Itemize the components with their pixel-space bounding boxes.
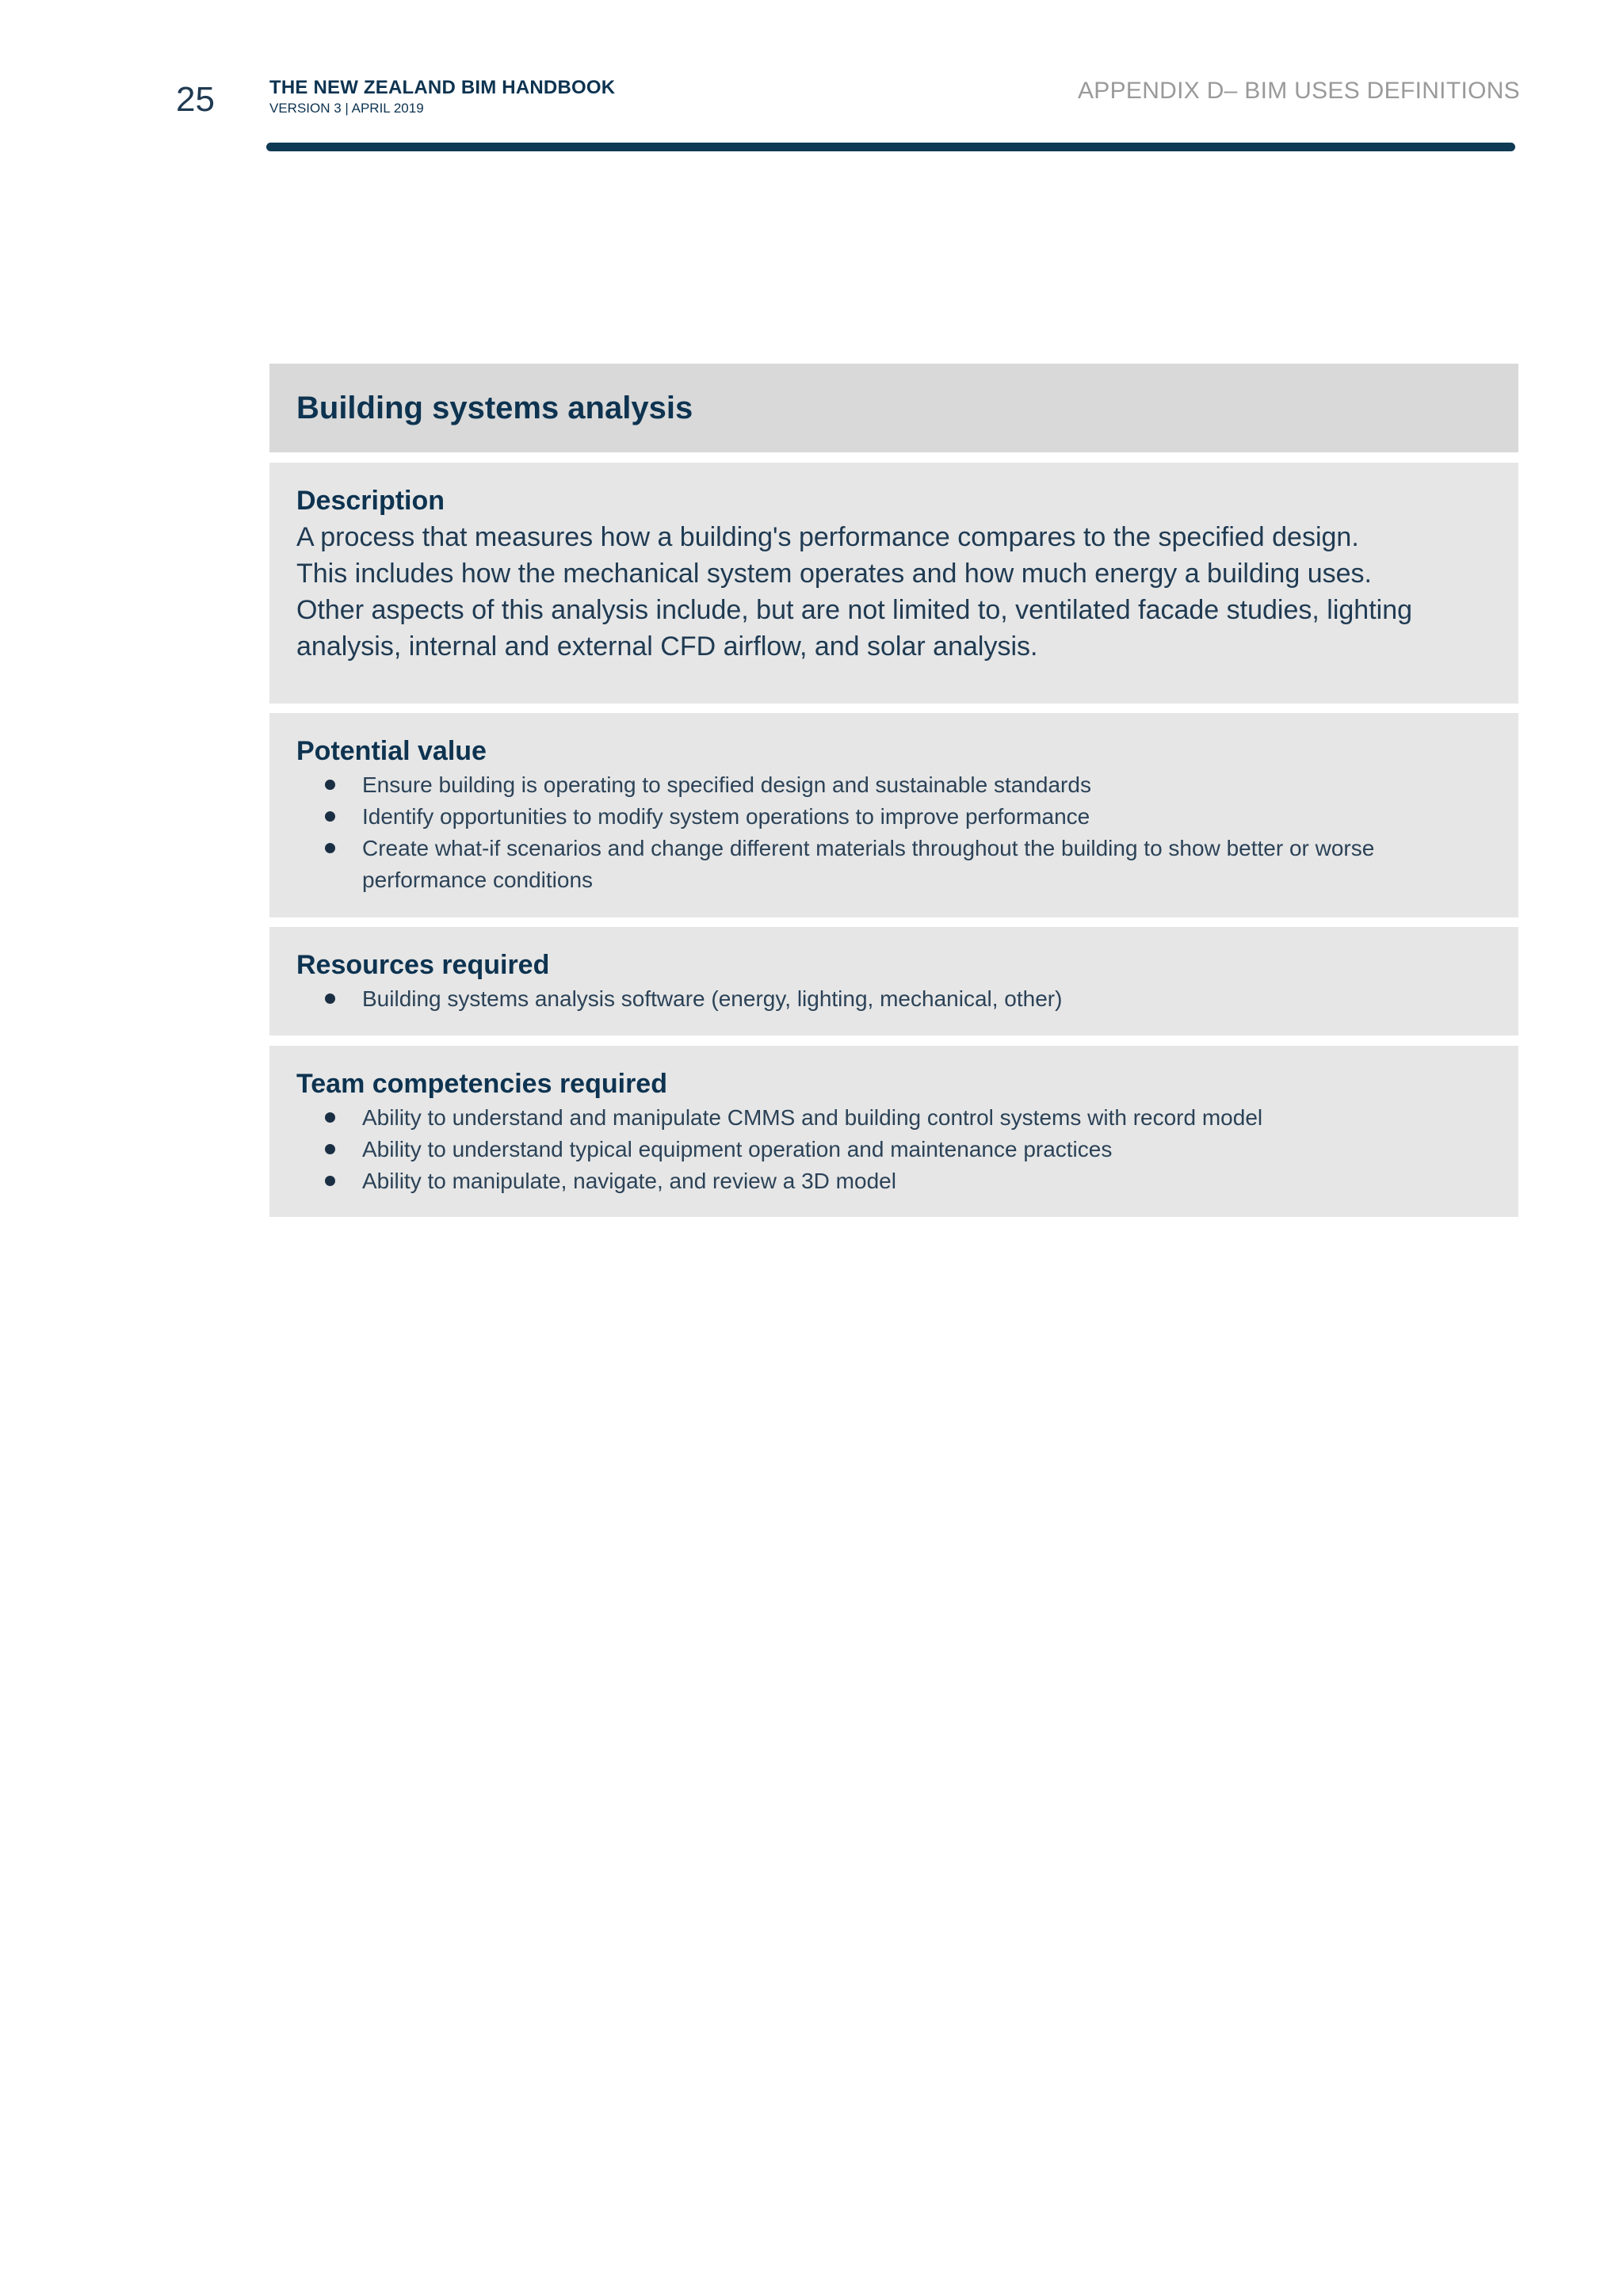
bullet-icon (325, 1176, 335, 1186)
handbook-title: THE NEW ZEALAND BIM HANDBOOK (269, 77, 616, 98)
team-competencies-heading: Team competencies required (296, 1069, 667, 1099)
resources-required-heading: Resources required (296, 950, 550, 980)
description-line: A process that measures how a building's performance compares to the specified design. (296, 521, 1359, 552)
resources-required-section (269, 927, 1518, 1035)
description-line: This includes how the mechanical system operates and how much energy a building uses. (296, 558, 1372, 589)
handbook-header (269, 78, 615, 116)
list-item-text: Ability to manipulate, navigate, and review a 3D model (362, 1168, 896, 1193)
team-competencies-list (296, 1102, 1487, 1197)
page-number: 25 (176, 80, 215, 119)
title-box (269, 364, 1518, 452)
version-line: VERSION 3 | APRIL 2019 (269, 101, 424, 116)
list-item (296, 833, 1487, 896)
resources-required-list (296, 983, 1487, 1015)
bullet-icon (325, 1144, 335, 1154)
list-item (296, 1102, 1487, 1134)
team-competencies-section (269, 1046, 1518, 1217)
description-line: Other aspects of this analysis include, but are not limited to, ventilated facade studies, lighting (296, 594, 1413, 625)
bullet-icon (325, 843, 335, 853)
list-item (296, 1165, 1487, 1197)
description-heading: Description (296, 486, 445, 516)
list-item-text: Building systems analysis software (energy, lighting, mechanical, other) (362, 986, 1063, 1011)
bullet-icon (325, 1112, 335, 1123)
list-item-text: Ensure building is operating to specified design and sustainable standards (362, 772, 1091, 797)
list-item (296, 769, 1487, 801)
description-line: analysis, internal and external CFD airflow, and solar analysis. (296, 631, 1038, 662)
list-item-text: Ability to understand typical equipment operation and maintenance practices (362, 1136, 1113, 1161)
bullet-icon (325, 780, 335, 790)
appendix-title: APPENDIX D– BIM USES DEFINITIONS (1077, 78, 1520, 104)
list-item (296, 801, 1487, 833)
list-item-text: Ability to understand and manipulate CMMS and building control systems with record model (362, 1104, 1263, 1130)
description-text (296, 519, 1487, 665)
potential-value-section (269, 713, 1518, 917)
list-item-text: Create what-if scenarios and change different materials throughout the building to show better or worse performance conditions (362, 835, 1375, 892)
header-divider (266, 143, 1515, 151)
list-item (296, 983, 1487, 1015)
bullet-icon (325, 994, 335, 1004)
description-section (269, 463, 1518, 704)
list-item-text: Identify opportunities to modify system operations to improve performance (362, 803, 1090, 829)
page-title: Building systems analysis (296, 390, 693, 425)
bullet-icon (325, 811, 335, 822)
potential-value-heading: Potential value (296, 736, 487, 766)
potential-value-list (296, 769, 1487, 896)
list-item (296, 1134, 1487, 1165)
